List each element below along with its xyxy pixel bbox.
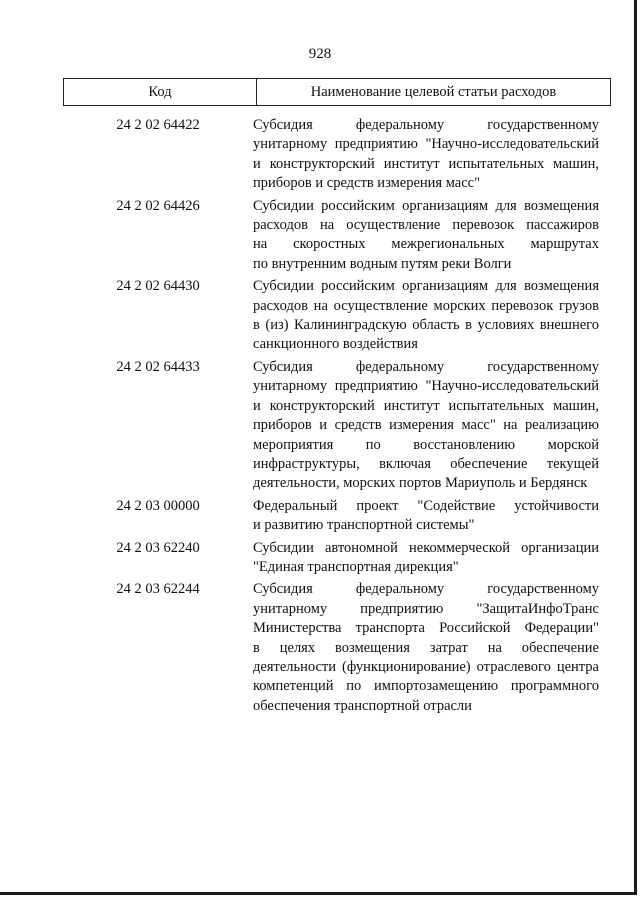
row-name-line: расходов на осуществление перевозок пассажиров <box>253 217 599 234</box>
row-name-line: деятельности (функционирование) отраслевого центра <box>253 658 599 675</box>
row-name-line: по внутренним водным путям реки Волги <box>253 255 512 272</box>
table-row <box>63 197 611 275</box>
row-code: 24 2 03 62244 <box>116 581 200 598</box>
table-row <box>63 497 611 536</box>
row-name-line: обеспечения транспортной отрасли <box>253 697 472 714</box>
row-code: 24 2 02 64422 <box>116 117 200 133</box>
row-name <box>253 277 599 355</box>
row-name-line: Субсидия федеральному государственному <box>253 117 599 133</box>
header-code: Код <box>64 79 257 105</box>
row-name-line: и развитию транспортной системы" <box>253 517 475 534</box>
page-number: 928 <box>308 46 332 62</box>
row-name-line: унитарному предприятию "Научно-исследовательский <box>253 136 599 153</box>
row-name-line: и конструкторский институт испытательных машин, <box>253 397 599 414</box>
table-row <box>63 116 611 194</box>
row-name-line: Субсидии российским организациям для возмещения <box>253 278 599 295</box>
row-name <box>253 197 599 275</box>
row-name <box>253 539 599 578</box>
row-code: 24 2 03 00000 <box>116 497 200 514</box>
row-name-line: Субсидия федеральному государственному <box>253 358 599 375</box>
row-name-line: в (из) Калининградскую область в условиях внешнего <box>253 317 599 334</box>
row-name-line: инфраструктуры, включая обеспечение текущей <box>253 455 599 472</box>
row-name-line: расходов на осуществление морских перевозок грузов <box>253 297 599 314</box>
row-name-line: унитарному предприятию "Научно-исследовательский <box>253 378 599 395</box>
row-name-line: и конструкторский институт испытательных машин, <box>253 155 599 172</box>
row-code: 24 2 03 62240 <box>116 539 200 556</box>
row-name-line: приборов и средств измерения масс" <box>253 175 481 192</box>
row-name-line: Министерства транспорта Российской Федерации" <box>253 620 599 637</box>
row-code: 24 2 02 64433 <box>116 358 200 375</box>
row-name <box>253 116 599 194</box>
table-body <box>63 116 611 719</box>
row-code: 24 2 02 64430 <box>116 278 200 295</box>
table-row <box>63 358 611 494</box>
row-name-line: Федеральный проект "Содействие устойчивости <box>253 497 599 514</box>
row-name-line: унитарному предприятию "ЗащитаИнфоТранс <box>253 600 599 617</box>
header-name: Наименование целевой статьи расходов <box>310 84 557 100</box>
row-name <box>253 580 599 716</box>
table-row <box>63 539 611 578</box>
table-row <box>63 277 611 355</box>
row-name-line: компетенций по импортозамещению программного <box>253 678 599 695</box>
row-name-line: деятельности, морских портов Мариуполь и Бердянск <box>253 475 588 492</box>
row-name <box>253 358 599 494</box>
row-name-line: Субсидии российским организациям для возмещения <box>253 197 599 214</box>
row-name-line: мероприятия по восстановлению морской <box>253 436 599 453</box>
row-name <box>253 497 599 536</box>
row-name-line: Субсидии автономной некоммерческой организации <box>253 539 599 556</box>
table-row <box>63 580 611 716</box>
row-name-line: "Единая транспортная дирекция" <box>253 558 459 575</box>
row-name-line: санкционного воздействия <box>253 336 418 353</box>
row-code: 24 2 02 64426 <box>116 197 200 214</box>
row-name-line: в целях возмещения затрат на обеспечение <box>253 639 599 656</box>
row-name-line: Субсидия федеральному государственному <box>253 581 599 598</box>
row-name-line: приборов и средств измерения масс" на реализацию <box>253 417 599 434</box>
row-name-line: на скоростных межрегиональных маршрутах <box>253 236 599 253</box>
table-header <box>63 78 611 106</box>
